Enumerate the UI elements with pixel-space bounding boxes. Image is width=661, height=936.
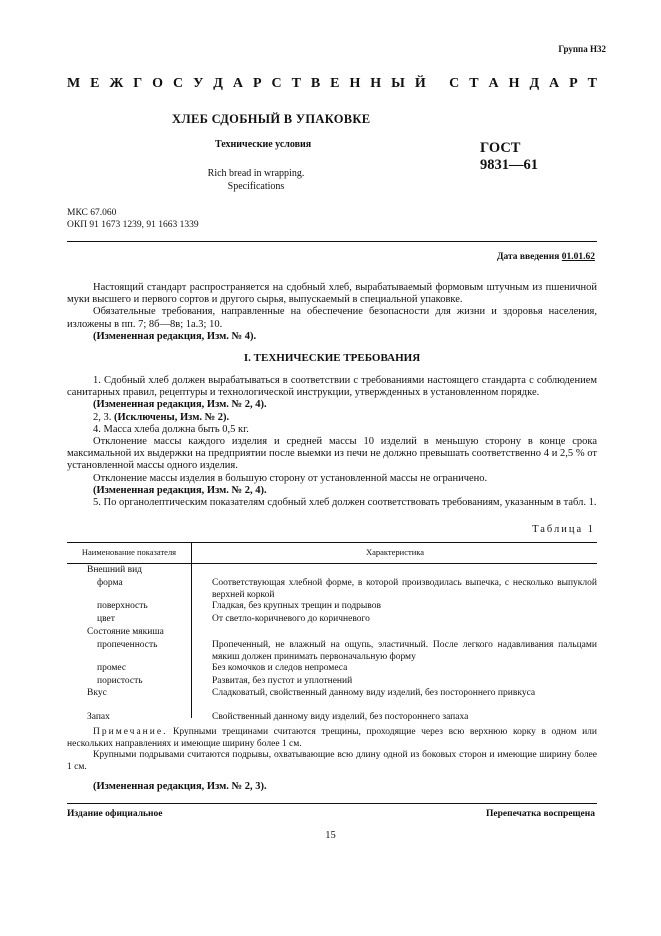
row-name: Запах <box>87 712 110 722</box>
clause-1-amendment: (Измененная редакция, Изм. № 2, 4). <box>93 399 267 411</box>
table-header-indicator: Наименование показателя <box>81 547 177 557</box>
clause-4-amendment: (Измененная редакция, Изм. № 2, 4). <box>93 484 267 496</box>
clause-4: 4. Масса хлеба должна быть 0,5 кг. <box>93 423 249 435</box>
intro-date-label: Дата введения <box>496 252 562 262</box>
row-name: Вкус <box>87 688 107 698</box>
table-amendment-text: (Измененная редакция, Изм. № 2, 3). <box>93 781 267 792</box>
page-number: 15 <box>325 830 336 841</box>
row-description: Без комочков и следов непромеса <box>212 663 348 673</box>
classification-codes <box>67 207 199 231</box>
intro-date-value: 01.01.62 <box>561 252 595 262</box>
row-name: Состояние мякиша <box>87 627 164 637</box>
introduction-date <box>497 252 595 262</box>
table-header-rule <box>67 563 597 564</box>
row-description: Развитая, без пустот и уплотнений <box>212 676 353 686</box>
document-title: ХЛЕБ СДОБНЫЙ В УПАКОВКЕ <box>172 112 371 126</box>
english-title <box>196 167 316 193</box>
row-description: Сладковатый, свойственный данному виду изделий, без постороннего привкуса <box>212 688 536 698</box>
row-description: Свойственный данному виду изделий, без постороннего запаха <box>212 712 469 722</box>
row-description: Соответствующая хлебной форме, в которой производилась выпечка, с несколько выпуклой верхней коркой <box>212 578 597 600</box>
clause-1: 1. Сдобный хлеб должен вырабатываться в соответствии с требованиями настоящего стандарта с соблюдением санитарных правил, рецептуры и технологической инструкции, утвержденных в установленном порядке. <box>67 375 597 399</box>
row-description: Гладкая, без крупных трещин и подрывов <box>212 601 381 611</box>
clause-2-3-number: 2, 3. <box>93 411 114 423</box>
english-title-line2: Specifications <box>227 181 285 192</box>
row-description: Пропеченный, не влажный на ощупь, эластичный. После легкого надавливания пальцами мякиш должен принимать первоначальную форму <box>212 640 597 662</box>
clause-4-deviation: Отклонение массы каждого изделия и средней массы 10 изделий в меньшую сторону в конце срока максимальной их выдержки на предприятии после выемки из печи не должно превышать соответственно 4 и 2,5 % от установленной массы одного изделия. <box>67 436 597 472</box>
row-name: пропеченность <box>97 640 158 650</box>
okp-code: ОКП 91 1673 1239, 91 1663 1339 <box>67 220 199 230</box>
table-amendment <box>67 781 597 793</box>
row-name: форма <box>97 578 123 588</box>
row-name: Внешний вид <box>87 565 142 575</box>
footer-divider <box>67 803 597 804</box>
english-title-line1: Rich bread in wrapping. <box>207 168 305 179</box>
gost-number <box>480 140 538 174</box>
note-text: Крупными трещинами считаются трещины, проходящие через всю верхнюю корку в одном или нескольких направлениях и имеющие ширину более 1 см. <box>67 727 597 749</box>
note-paragraph-2: Крупными подрывами считаются подрывы, охватывающие всю длину одной из боковых сторон и имеющие ширину более 1 см. <box>67 750 597 772</box>
gost-code: 9831—61 <box>480 157 538 173</box>
row-name: пористость <box>97 676 143 686</box>
section-title: I. ТЕХНИЧЕСКИЕ ТРЕБОВАНИЯ <box>243 352 421 364</box>
table-column-divider <box>191 563 192 718</box>
interstate-standard-heading: М Е Ж Г О С У Д А Р С Т В Е Н Н Ы Й С Т А Н Д А Р Т <box>67 76 597 91</box>
intro-paragraph-1: Настоящий стандарт распространяется на сдобный хлеб, вырабатываемый формовым штучным из пшеничной муки высшего и первого сортов и другого сырья, выпускаемый в специальной упаковке. <box>67 282 597 306</box>
gost-label: ГОСТ <box>480 140 521 156</box>
table-header-characteristic: Характеристика <box>191 542 598 563</box>
table-caption: Таблица 1 <box>532 524 595 535</box>
table-header <box>67 542 597 563</box>
row-name: промес <box>97 663 127 673</box>
intro-amendment: (Измененная редакция, Изм. № 4). <box>93 330 257 342</box>
reprint-prohibited: Перепечатка воспрещена <box>485 809 595 819</box>
note-paragraph-1 <box>67 727 597 750</box>
section1-text <box>67 375 597 509</box>
official-edition: Издание официальное <box>67 809 163 819</box>
row-description: От светло-коричневого до коричневого <box>212 614 370 624</box>
clause-4-upper-deviation: Отклонение массы изделия в большую сторону от установленной массы не ограничено. <box>93 472 488 484</box>
row-name: поверхность <box>97 601 148 611</box>
clause-2-3 <box>67 412 597 424</box>
document-subtitle: Технические условия <box>215 139 312 150</box>
mks-code: МКС 67.060 <box>67 208 117 218</box>
intro-paragraph-2: Обязательные требования, направленные на обеспечение безопасности для жизни и здоровья населения, изложены в пп. 7; 8б—8в; 1а.3; 10. <box>67 306 597 330</box>
group-code: Группа Н32 <box>558 44 606 54</box>
intro-text <box>67 282 597 343</box>
table-note <box>67 727 597 773</box>
header-divider <box>67 241 597 242</box>
clause-2-3-text: (Исключены, Изм. № 2). <box>114 411 230 423</box>
row-name: цвет <box>97 614 115 624</box>
note-label: Примечание. <box>93 727 168 737</box>
clause-5: 5. По органолептическим показателям сдобный хлеб должен соответствовать требованиям, указанным в табл. 1. <box>93 497 597 509</box>
